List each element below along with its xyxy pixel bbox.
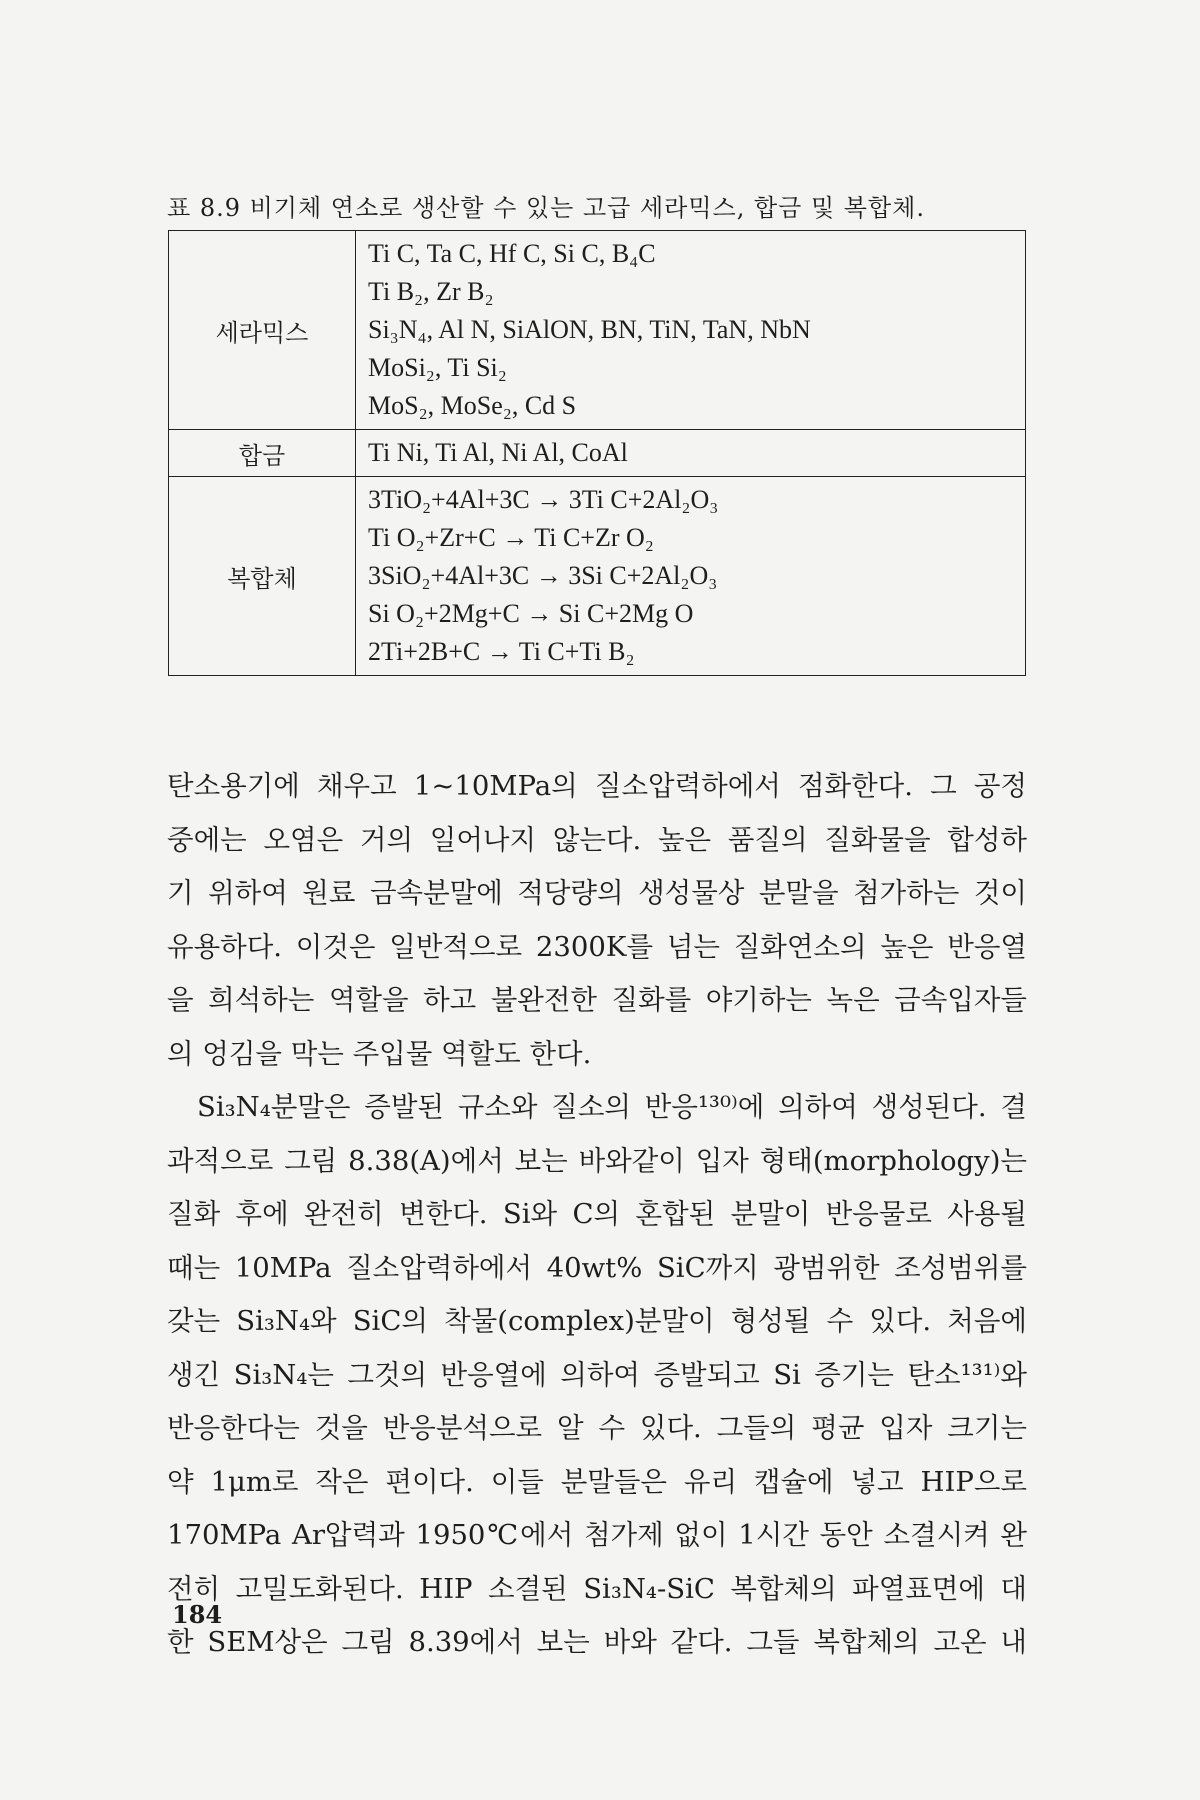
table-caption: 표 8.9 비기체 연소로 생산할 수 있는 고급 세라믹스, 합금 및 복합체. xyxy=(167,194,925,222)
text-line: 반응한다는 것을 반응분석으로 알 수 있다. 그들의 평균 입자 크기는 xyxy=(167,1412,1027,1444)
table-line: Ti O₂+Zr+C → Ti C+Zr O₂ xyxy=(368,523,654,552)
page-number: 184 xyxy=(172,1600,223,1629)
items-cell xyxy=(356,430,1026,477)
table-line: Si O₂+2Mg+C → Si C+2Mg O xyxy=(368,599,694,628)
paragraph-1 xyxy=(167,760,1027,1081)
paragraph-2 xyxy=(167,1081,1027,1670)
table-line: 2Ti+2B+C → Ti C+Ti B₂ xyxy=(368,637,635,666)
text-line: 중에는 오염은 거의 일어나지 않는다. 높은 품질의 질화물을 합성하 xyxy=(167,823,1027,856)
text-line: 약 1μm로 작은 편이다. 이들 분말들은 유리 캡슐에 넣고 HIP으로 xyxy=(167,1465,1027,1498)
category-cell: 합금 xyxy=(169,430,356,477)
text-line: 을 희석하는 역할을 하고 불완전한 질화를 야기하는 녹은 금속입자들 xyxy=(167,984,1027,1016)
text-line: Si₃N₄분말은 증발된 규소와 질소의 반응¹³⁰⁾에 의하여 생성된다. 결 xyxy=(197,1091,1027,1123)
items-cell xyxy=(356,231,1026,430)
table-row-alloys xyxy=(169,430,1026,477)
text-line: 유용하다. 이것은 일반적으로 2300K를 넘는 질화연소의 높은 반응열 xyxy=(167,930,1027,963)
text-line: 때는 10MPa 질소압력하에서 40wt% SiC까지 광범위한 조성범위를 xyxy=(167,1251,1027,1284)
text-line: 생긴 Si₃N₄는 그것의 반응열에 의하여 증발되고 Si 증기는 탄소¹³¹⁾와 xyxy=(167,1358,1027,1391)
table-line: 3TiO₂+4Al+3C → 3Ti C+2Al₂O₃ xyxy=(368,485,719,514)
items-cell xyxy=(356,477,1026,676)
text-line: 과적으로 그림 8.38(A)에서 보는 바와같이 입자 형태(morphology)는 xyxy=(167,1144,1027,1177)
table-line: Ti Ni, Ti Al, Ni Al, CoAl xyxy=(368,438,628,467)
text-line: 갖는 Si₃N₄와 SiC의 착물(complex)분말이 형성될 수 있다. 처음에 xyxy=(167,1305,1027,1337)
table-line: MoSi₂, Ti Si₂ xyxy=(368,353,507,382)
table-line: Ti C, Ta C, Hf C, Si C, B₄C xyxy=(368,239,656,268)
text-line: 질화 후에 완전히 변한다. Si와 C의 혼합된 분말이 반응물로 사용될 xyxy=(167,1198,1027,1230)
body-text xyxy=(167,760,1027,1670)
text-line: 탄소용기에 채우고 1~10MPa의 질소압력하에서 점화한다. 그 공정 xyxy=(167,770,1027,802)
category-cell: 복합체 xyxy=(169,477,356,676)
category-cell: 세라믹스 xyxy=(169,231,356,430)
table-row-composites xyxy=(169,477,1026,676)
table-line: MoS₂, MoSe₂, Cd S xyxy=(368,391,577,420)
table-row-ceramics xyxy=(169,231,1026,430)
text-line: 기 위하여 원료 금속분말에 적당량의 생성물상 분말을 첨가하는 것이 xyxy=(167,877,1027,909)
text-line: 의 엉김을 막는 주입물 역할도 한다. xyxy=(167,1037,592,1070)
text-line: 170MPa Ar압력과 1950℃에서 첨가제 없이 1시간 동안 소결시켜 완 xyxy=(167,1519,1027,1551)
table-line: Ti B₂, Zr B₂ xyxy=(368,277,494,306)
text-line: 전히 고밀도화된다. HIP 소결된 Si₃N₄-SiC 복합체의 파열표면에 대 xyxy=(167,1572,1027,1605)
materials-table xyxy=(168,230,1026,676)
table-line: Si₃N₄, Al N, SiAlON, BN, TiN, TaN, NbN xyxy=(368,315,811,344)
table-line: 3SiO₂+4Al+3C → 3Si C+2Al₂O₃ xyxy=(368,561,718,590)
text-line: 한 SEM상은 그림 8.39에서 보는 바와 같다. 그들 복합체의 고온 내 xyxy=(167,1626,1027,1658)
